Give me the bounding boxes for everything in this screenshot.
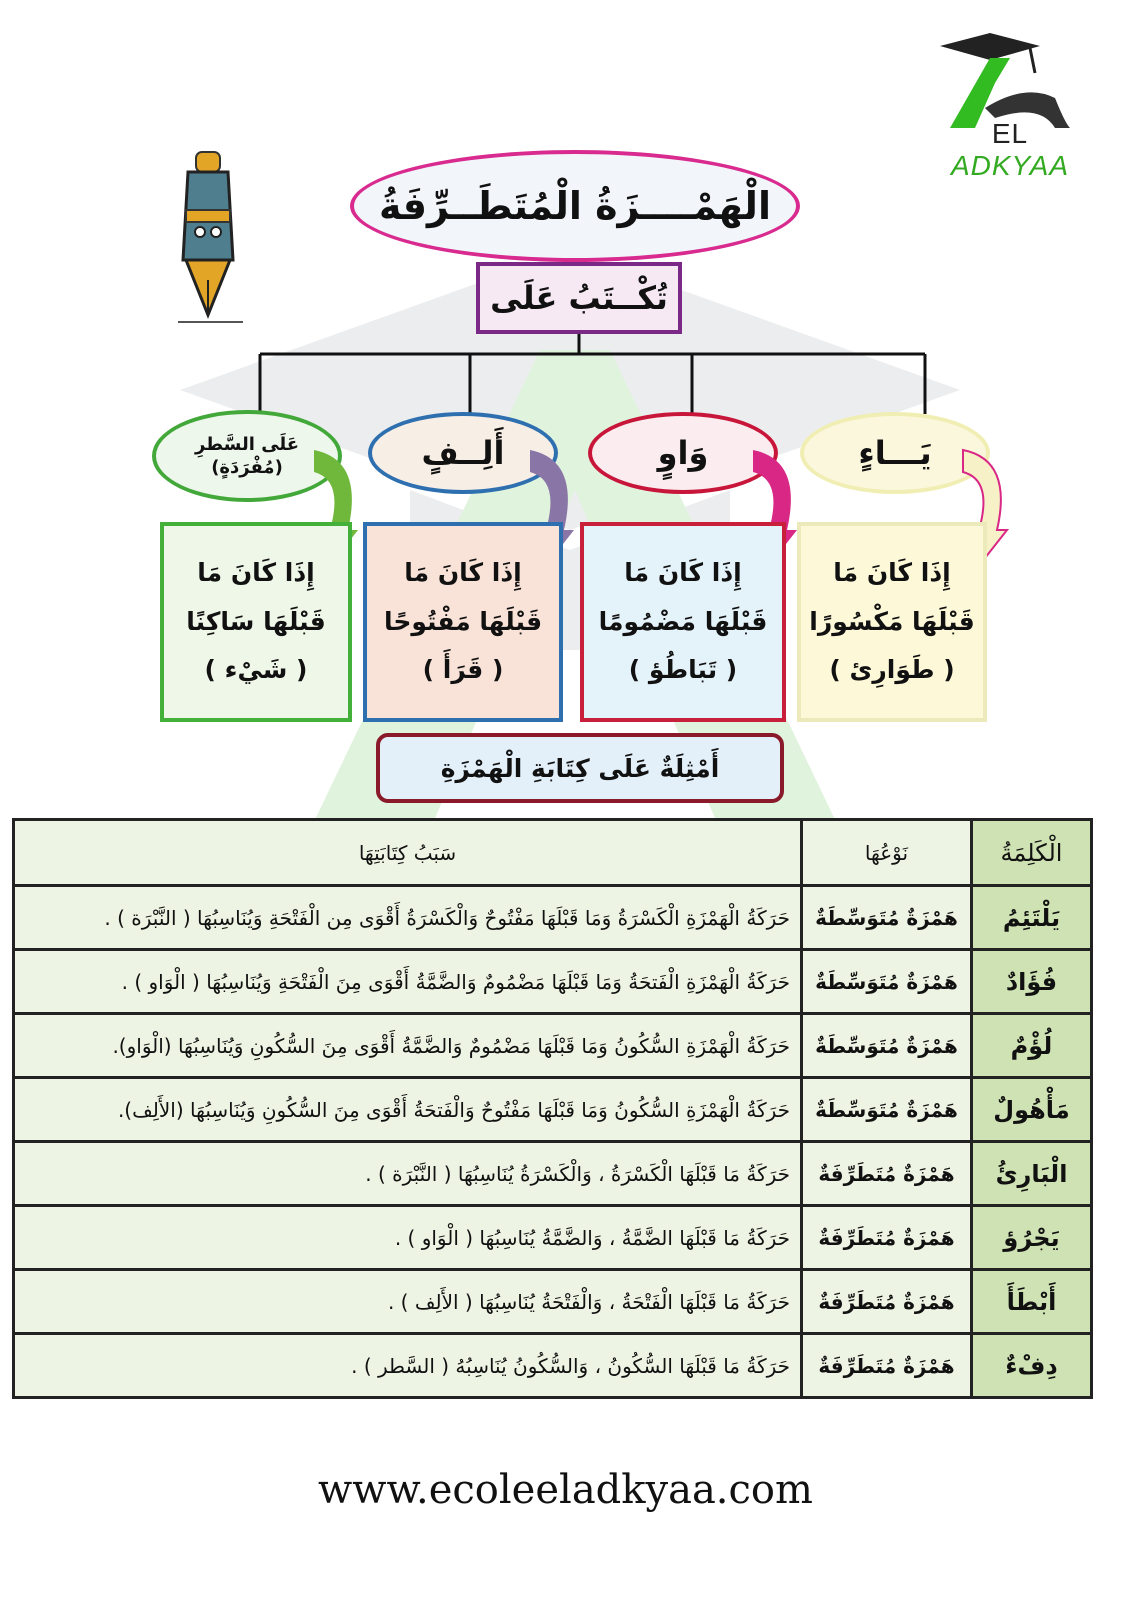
cell-type: هَمْزَةٌ مُتَوَسِّطَةٌ (802, 1078, 972, 1142)
cell-reason: حَرَكَةُ مَا قَبْلَهَا السُّكُونُ ، وَالسُّكُونُ يُنَاسِبُهُ ( السَّطر ) . (14, 1334, 802, 1398)
cell-word: أَبْطَأَ (972, 1270, 1092, 1334)
header-reason: سَبَبُ كِتَابَتِهَا (14, 820, 802, 886)
rule-example: ( تَبَاطُؤ ) (628, 655, 738, 685)
table-row (14, 1206, 1092, 1270)
cell-reason: حَرَكَةُ الْهَمْزَةِ السُّكُونُ وَمَا قَبْلَهَا مَضْمُومٌ وَالضَّمَّةُ أَقْوَى مِنَ السُّكُونِ وَيُنَاسِبُهَا (الْوَاو). (14, 1014, 802, 1078)
rule-line: إِذَا كَانَ مَا (833, 557, 951, 587)
cell-type: هَمْزَةٌ مُتَوَسِّطَةٌ (802, 886, 972, 950)
cell-word: مَأْهُولٌ (972, 1078, 1092, 1142)
examples-table (12, 818, 1093, 1399)
cell-reason: حَرَكَةُ الْهَمْزَةِ السُّكُونُ وَمَا قَبْلَهَا مَفْتُوحٌ وَالْفَتحَةُ أَقْوَى مِنَ السُّكُونِ وَيُنَاسِبُهَا (الأَلِف). (14, 1078, 802, 1142)
examples-heading: أَمْثِلَةٌ عَلَى كِتَابَةِ الْهَمْزَةِ (376, 733, 784, 803)
category-yaa: يَـــاءٍ (800, 412, 990, 494)
rule-box-line (160, 522, 352, 722)
footer-url: www.ecoleeladkyaa.com (318, 1467, 813, 1513)
rule-example: ( طَوَارِئ ) (829, 655, 955, 685)
category-line-label: عَلَى السَّطرِ (194, 433, 300, 455)
cell-word: يَلْتَئِمُ (972, 886, 1092, 950)
table-row (14, 1270, 1092, 1334)
cell-word: لُؤْمٌ (972, 1014, 1092, 1078)
cell-type: هَمْزَةٌ مُتَطَرِّفَةٌ (802, 1270, 972, 1334)
cell-word: دِفْءٌ (972, 1334, 1092, 1398)
table-row (14, 886, 1092, 950)
rule-box-yaa (797, 522, 987, 722)
cell-type: هَمْزَةٌ مُتَوَسِّطَةٌ (802, 950, 972, 1014)
category-alif: أَلِــفٍ (368, 412, 558, 494)
rule-line: إِذَا كَانَ مَا (197, 557, 315, 587)
cell-word: الْبَارِئُ (972, 1142, 1092, 1206)
cell-type: هَمْزَةٌ مُتَوَسِّطَةٌ (802, 1014, 972, 1078)
cell-word: يَجْرُؤ (972, 1206, 1092, 1270)
cell-type: هَمْزَةٌ مُتَطَرِّفَةٌ (802, 1334, 972, 1398)
table-row (14, 1078, 1092, 1142)
cell-type: هَمْزَةٌ مُتَطَرِّفَةٌ (802, 1142, 972, 1206)
category-waw: وَاوٍ (588, 412, 778, 494)
cell-reason: حَرَكَةُ الْهَمْزَةِ الْكَسْرَةُ وَمَا قَبْلَهَا مَفْتُوحٌ وَالْكَسْرَةُ أَقْوَى مِن الْفَتْحَةِ وَيُنَاسِبُهَا ( النَّبْرَة ) . (14, 886, 802, 950)
table-row (14, 1142, 1092, 1206)
page-title: الْهَمْــــزَةُ الْمُتَطَــرِّفَةُ (350, 150, 800, 262)
rule-box-waw (580, 522, 786, 722)
cell-reason: حَرَكَةُ مَا قَبْلَهَا الْكَسْرَةُ ، وَالْكَسْرَةُ يُنَاسِبُهَا ( النَّبْرَة ) . (14, 1142, 802, 1206)
category-line-sublabel: (مُفْرَدَةٍ) (211, 457, 283, 478)
header-word: الْكَلِمَةُ (972, 820, 1092, 886)
rule-line: إِذَا كَانَ مَا (404, 557, 522, 587)
rule-example: ( شَيْء ) (204, 655, 308, 685)
cell-type: هَمْزَةٌ مُتَطَرِّفَةٌ (802, 1206, 972, 1270)
logo-prefix: EL (991, 118, 1029, 149)
cell-reason: حَرَكَةُ الْهَمْزَةِ الْفَتحَةُ وَمَا قَبْلَهَا مَضْمُومٌ وَالضَّمَّةُ أَقْوَى مِنَ الْفَتْحَةِ وَيُنَاسِبُهَا ( الْوَاو ) . (14, 950, 802, 1014)
logo-brand: ADKYAA (950, 150, 1070, 181)
rule-line: قَبْلَهَا سَاكِنًا (186, 606, 326, 636)
rule-box-alif (363, 522, 563, 722)
header-type: نَوْعُهَا (802, 820, 972, 886)
table-row (14, 1014, 1092, 1078)
rule-line: قَبْلَهَا مَضْمُومًا (598, 606, 768, 636)
rule-example: ( قَرَأَ ) (422, 655, 504, 685)
rule-line: إِذَا كَانَ مَا (624, 557, 742, 587)
rule-line: قَبْلَهَا مَكْسُورًا (809, 606, 975, 636)
table-row (14, 950, 1092, 1014)
cell-reason: حَرَكَةُ مَا قَبْلَهَا الْفَتْحَةُ ، وَالْفَتْحَةُ يُنَاسِبُهَا ( الأَلِف ) . (14, 1270, 802, 1334)
table-row (14, 1334, 1092, 1398)
cell-word: فُؤَادٌ (972, 950, 1092, 1014)
subtitle-box: تُكْــتَبُ عَلَى (476, 262, 682, 334)
table-header-row (14, 820, 1092, 886)
rule-line: قَبْلَهَا مَفْتُوحًا (383, 606, 543, 636)
cell-reason: حَرَكَةُ مَا قَبْلَهَا الضَّمَّةُ ، وَالضَّمَّةُ يُنَاسِبُهَا ( الْوَاو ) . (14, 1206, 802, 1270)
